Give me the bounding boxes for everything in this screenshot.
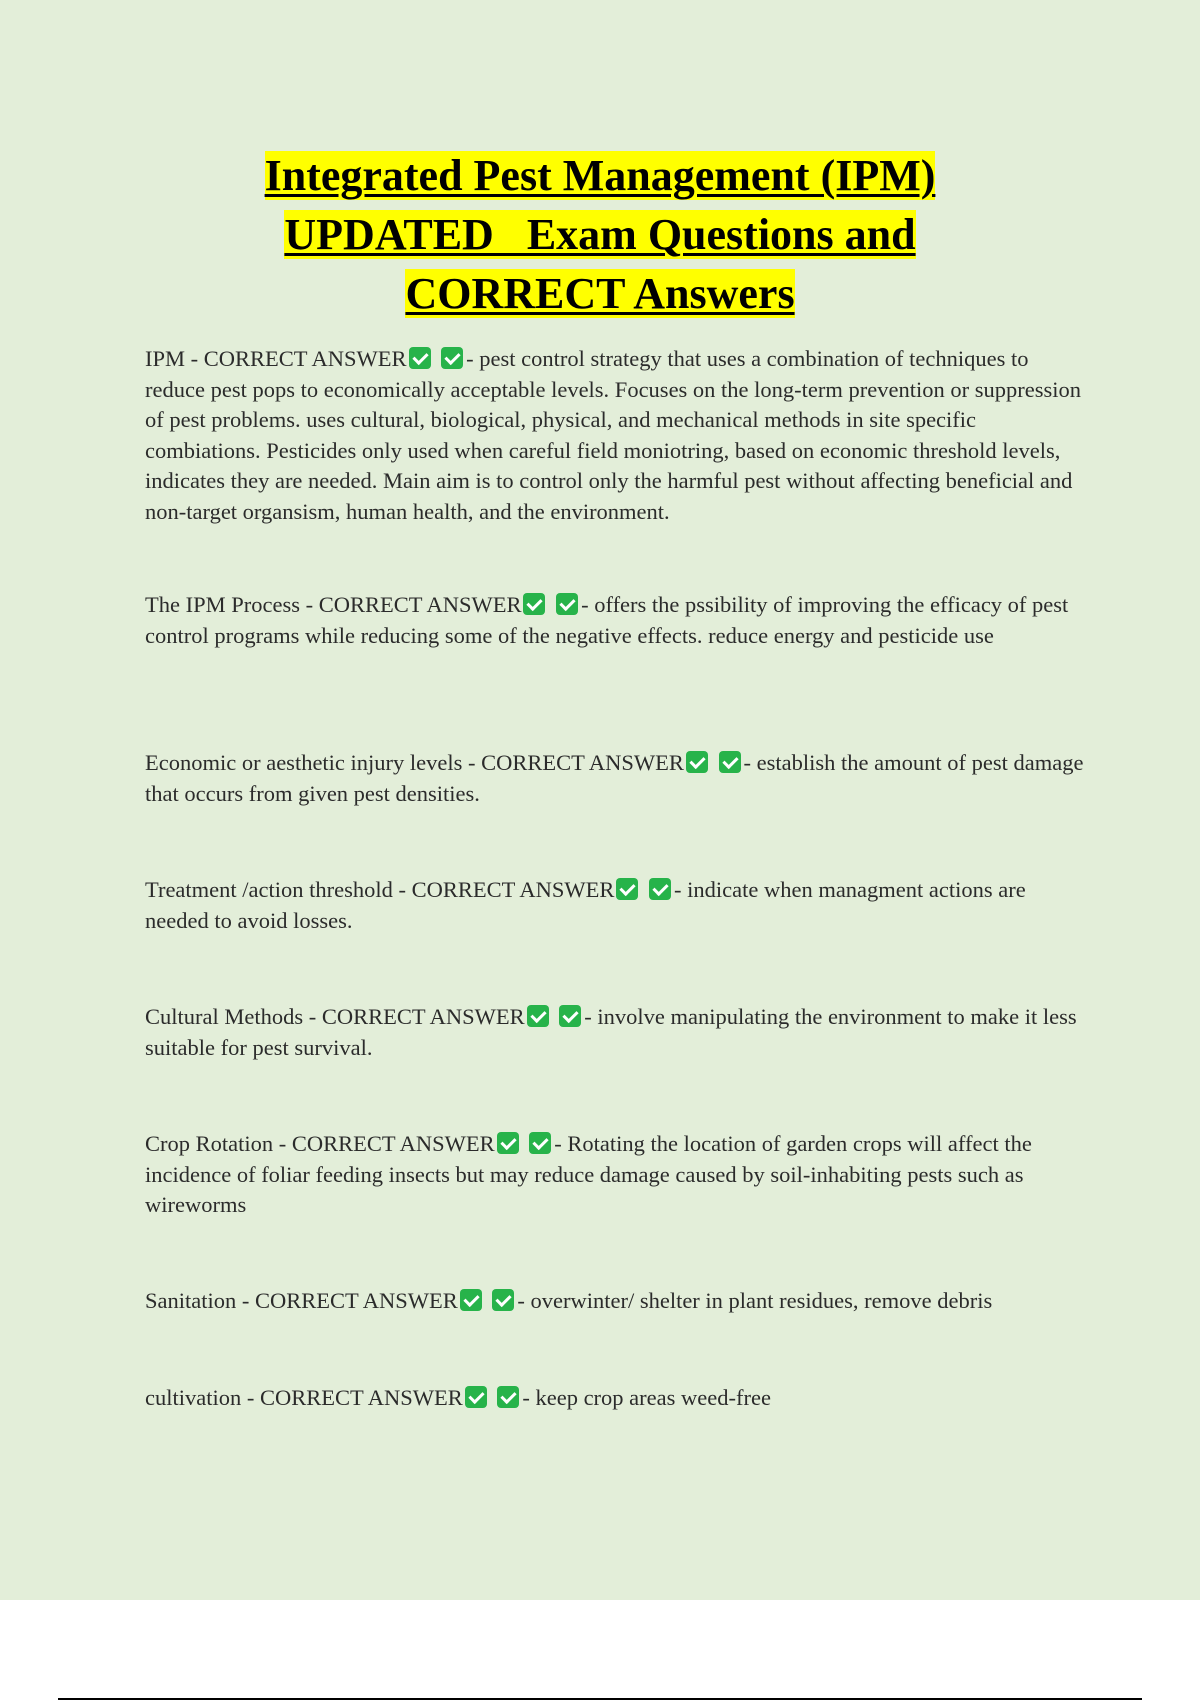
check-box-icon (409, 347, 431, 369)
check-box-icon (492, 1289, 514, 1311)
entry-definition: - Rotating the location of garden crops will affect the incidence of foliar feeding insects but may reduce damage caused by soil-inhabiting pests such as wireworms (145, 1131, 1032, 1217)
entry-definition: - offers the pssibility of improving the efficacy of pest control programs while reducing some of the negative effects. reduce energy and pesticide use (145, 592, 1069, 648)
entry-term: Economic or aesthetic injury levels (145, 750, 463, 775)
qa-entry: Economic or aesthetic injury levels - CORRECT ANSWER - establish the amount of pest damage that occurs from given pest densities. (145, 750, 1084, 806)
check-box-icon (649, 878, 671, 900)
entry-marker: CORRECT ANSWER (291, 1131, 495, 1156)
check-box-icon (559, 1005, 581, 1027)
document-title (0, 146, 1200, 323)
entry-definition: - pest control strategy that uses a combination of techniques to reduce pest pops to economically acceptable levels. Focuses on the long-term prevention or suppression of pest problems. uses cultural, biological, physical, and mechanical methods in site specific combiations. Pesticides only used when careful field moniotring, based on economic threshold levels, indicates they are needed. Main aim is to control only the harmful pest without affecting beneficial and non-target organsism, human health, and the environment. (145, 346, 1081, 524)
qa-entry: IPM - CORRECT ANSWER - pest control strategy that uses a combination of techniques to reduce pest pops to economically acceptable levels. Focuses on the long-term prevention or suppression of pest problems. uses cultural, biological, physical, and mechanical methods in site specific combiations. Pesticides only used when careful field moniotring, based on economic threshold levels, indicates they are needed. Main aim is to control only the harmful pest without affecting beneficial and non-target organsism, human health, and the environment. (145, 346, 1081, 524)
qa-entry: Cultural Methods - CORRECT ANSWER - involve manipulating the environment to make it less suitable for pest survival. (145, 1004, 1077, 1060)
check-box-icon (719, 751, 741, 773)
check-box-icon (527, 1005, 549, 1027)
entry-term: IPM (145, 346, 186, 371)
entry-definition: - indicate when managment actions are needed to avoid losses. (145, 877, 1026, 933)
check-box-icon (686, 751, 708, 773)
entry-marker: CORRECT ANSWER (203, 346, 407, 371)
entry-marker: CORRECT ANSWER (255, 1288, 458, 1313)
check-box-icon (616, 878, 638, 900)
check-box-icon (465, 1386, 487, 1408)
check-box-icon (556, 593, 578, 615)
qa-entry: Crop Rotation - CORRECT ANSWER - Rotating the location of garden crops will affect the incidence of foliar feeding insects but may reduce damage caused by soil-inhabiting pests such as wireworms (145, 1131, 1032, 1217)
entry-definition: - overwinter/ shelter in plant residues, remove debris (517, 1288, 993, 1313)
check-box-icon (441, 347, 463, 369)
qa-entry: Treatment /action threshold - CORRECT ANSWER - indicate when managment actions are needed to avoid losses. (145, 877, 1026, 933)
entry-marker: CORRECT ANSWER (411, 877, 615, 902)
entry-marker: CORRECT ANSWER (321, 1004, 525, 1029)
check-box-icon (529, 1132, 551, 1154)
entry-term: Cultural Methods (145, 1004, 304, 1029)
entry-term: The IPM Process (145, 592, 300, 617)
entry-term: Treatment /action threshold (145, 877, 393, 902)
entry-marker: CORRECT ANSWER (259, 1385, 463, 1410)
check-box-icon (523, 593, 545, 615)
title-line-1: Integrated Pest Management (IPM) (264, 151, 936, 200)
entry-definition: - establish the amount of pest damage that occurs from given pest densities. (145, 750, 1084, 806)
title-line-2: UPDATED Exam Questions and (284, 210, 916, 259)
check-box-icon (497, 1132, 519, 1154)
title-line-3: CORRECT Answers (405, 269, 795, 318)
entry-marker: CORRECT ANSWER (318, 592, 522, 617)
check-box-icon (497, 1386, 519, 1408)
check-box-icon (460, 1289, 482, 1311)
qa-entry: cultivation - CORRECT ANSWER - keep crop areas weed-free (145, 1385, 771, 1410)
qa-entry: Sanitation - CORRECT ANSWER - overwinter/ shelter in plant residues, remove debris (145, 1288, 993, 1313)
entry-definition: - keep crop areas weed-free (522, 1385, 771, 1410)
qa-entry: The IPM Process - CORRECT ANSWER - offers the pssibility of improving the efficacy of pest control programs while reducing some of the negative effects. reduce energy and pesticide use (145, 592, 1069, 648)
entry-term: cultivation (145, 1385, 242, 1410)
entry-marker: CORRECT ANSWER (481, 750, 684, 775)
entry-term: Crop Rotation (145, 1131, 274, 1156)
entry-definition: - involve manipulating the environment to make it less suitable for pest survival. (145, 1004, 1077, 1060)
entry-term: Sanitation (145, 1288, 237, 1313)
